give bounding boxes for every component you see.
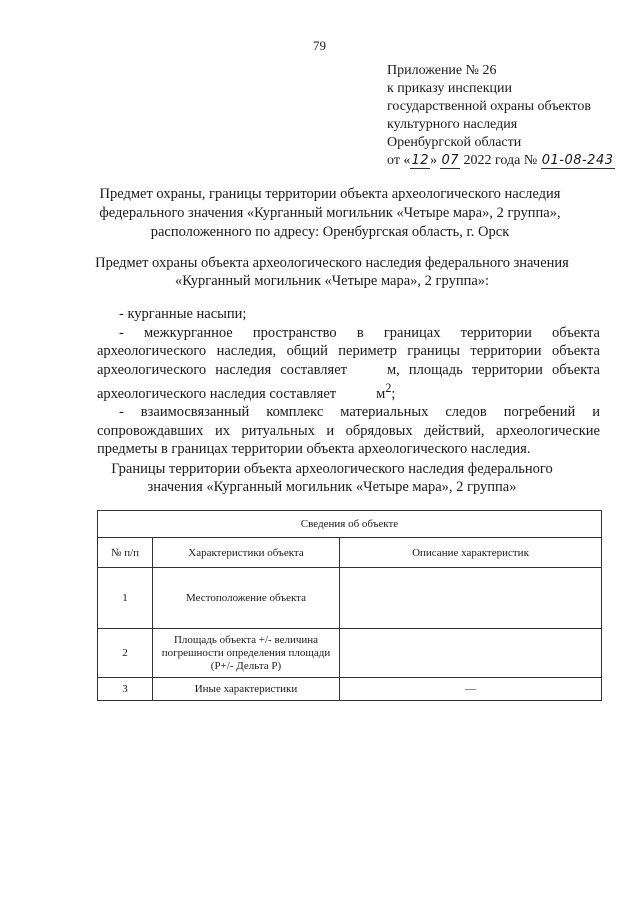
item2-text-b: м, площадь территории объекта археологического наследия составляет [97,361,600,402]
title-line: Предмет охраны, границы территории объекта археологического наследия [99,186,561,202]
appendix-line: Оренбургской области [387,135,522,150]
item2-end: ; [391,385,396,402]
appendix-line: Приложение № 26 [387,63,497,78]
cell-number: 3 [98,678,153,701]
subject-line: Предмет охраны объекта археологического наследия федерального значения [95,255,569,271]
protection-subject-heading [92,254,572,290]
column-header-description: Описание характеристик [340,538,602,568]
territory-borders-heading [92,460,572,496]
page-number: 79 [313,38,326,53]
handwritten-month: 07 [441,153,460,168]
table-columns-row [98,538,602,568]
borders-line: Границы территории объекта археологического наследия федерального [111,461,553,477]
object-info-table [97,510,602,701]
item2-unit-sup: 2 [385,381,392,395]
title-line: расположенного по адресу: Оренбургская область, г. Орск [150,224,510,240]
cell-description: — [340,678,602,701]
cell-description [340,568,602,629]
borders-line: значения «Курганный могильник «Четыре мара», 2 группа» [147,479,517,495]
cell-number: 1 [98,568,153,629]
table-row [98,629,602,678]
protection-items [97,305,600,459]
item2-unit: м [376,385,386,402]
cell-description [340,629,602,678]
title-line: федерального значения «Курганный могильник «Четыре мара», 2 группа», [99,205,561,221]
item-mounds: - курганные насыпи; [119,306,247,322]
document-title [90,185,570,242]
order-date-line [387,152,627,170]
subject-line: «Курганный могильник «Четыре мара», 2 группа»: [174,273,490,289]
appendix-line: государственной охраны объектов [387,99,591,114]
table-header-row [98,511,602,538]
cell-characteristic: Местоположение объекта [153,568,340,629]
date-prefix: от « [387,153,411,168]
column-header-number: № п/п [98,538,153,568]
cell-characteristic: Иные характеристики [153,678,340,701]
table-row [98,678,602,701]
handwritten-order-number: 01-08-243 [541,153,614,168]
cell-number: 2 [98,629,153,678]
appendix-block [387,62,627,170]
table-row [98,568,602,629]
column-header-characteristic: Характеристики объекта [153,538,340,568]
table-header: Сведения об объекте [98,511,602,538]
handwritten-day: 12 [411,153,429,168]
appendix-line: культурного наследия [387,117,518,132]
item-material-traces: - взаимосвязанный комплекс материальных следов погребений и сопровождавших их ритуальных и обрядовых действий, археологические предметы в границах территории объекта археологического наследия. [97,404,600,458]
appendix-line: к приказу инспекции [387,81,513,96]
item2-text-a: - межкурганное пространство в границах территории объекта археологического наследия, общий периметр границы территории объекта археологического наследия составляет [97,324,600,378]
date-mid: » [429,153,437,168]
item-intermound-space [97,324,600,404]
year-text: 2022 года № [463,153,538,168]
cell-characteristic: Площадь объекта +/- величина погрешности определения площади (Р+/- Дельта Р) [153,629,340,678]
